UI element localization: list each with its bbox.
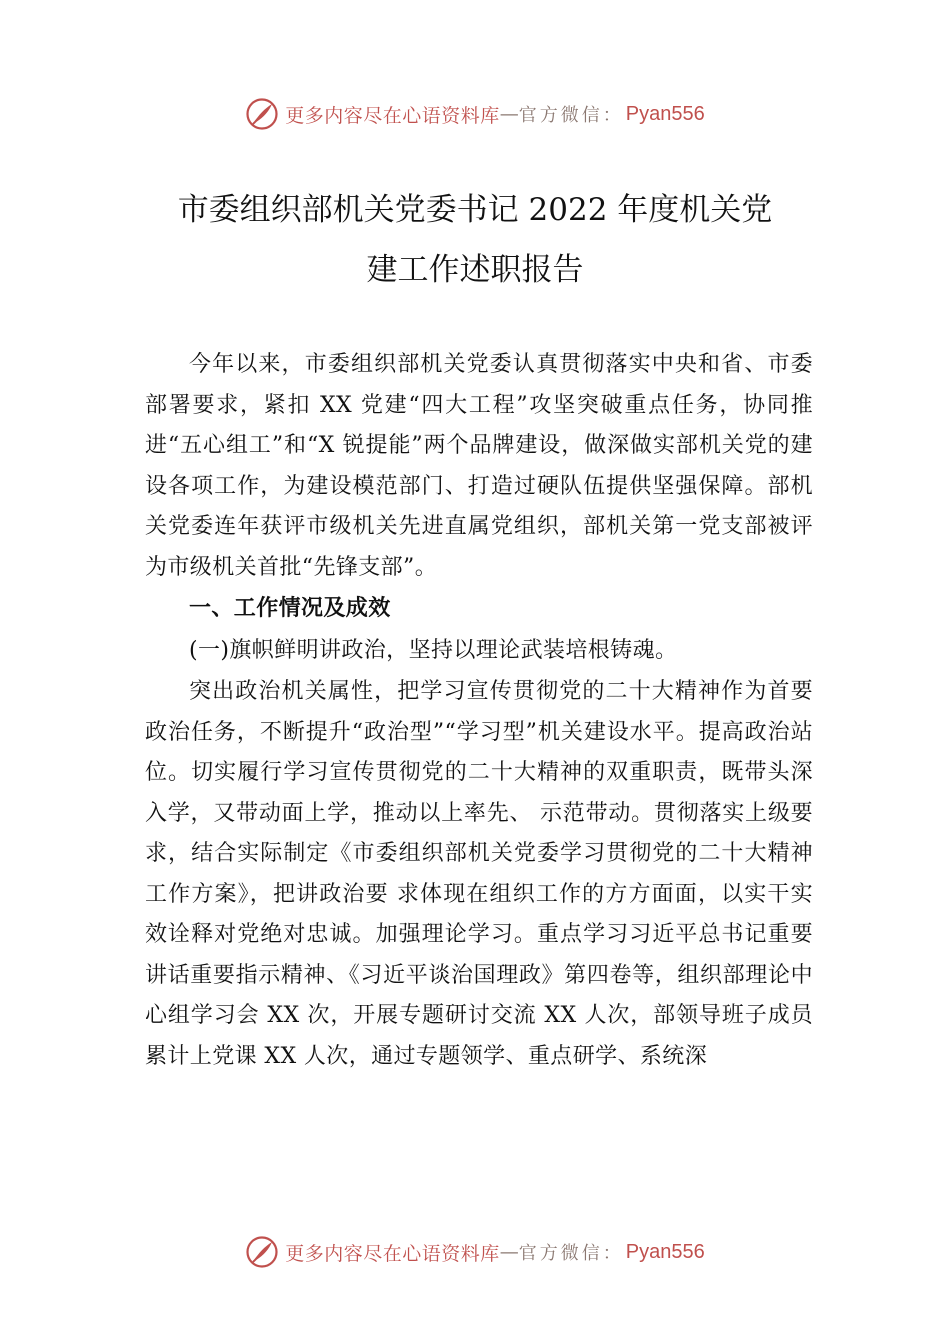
footer-banner <box>0 1232 950 1272</box>
brand-text: 更多内容尽在心语资料库 <box>285 1242 500 1265</box>
subsection-heading: (一)旗帜鲜明讲政治，坚持以理论武装培根铸魂。 <box>189 638 678 663</box>
brand-text: 更多内容尽在心语资料库 <box>285 104 500 127</box>
document-body <box>145 345 813 1077</box>
wechat-label: 官方微信： <box>518 1243 624 1264</box>
wechat-id: Pyan556 <box>625 1240 705 1263</box>
section-heading: 一、工作情况及成效 <box>189 596 391 621</box>
wechat-label: 官方微信： <box>518 105 624 126</box>
feather-pen-logo-icon <box>245 1235 279 1269</box>
header-banner <box>0 94 950 134</box>
document-title <box>100 180 850 300</box>
title-line-2: 建工作述职报告 <box>366 252 584 288</box>
feather-pen-logo-icon <box>245 97 279 131</box>
separator: — <box>499 103 519 125</box>
wechat-id: Pyan556 <box>625 102 705 125</box>
intro-paragraph: 今年以来，市委组织部机关党委认真贯彻落实中央和省、市委部署要求，紧扣 XX 党建“四大工程”攻坚突破重点任务，协同推进“五心组工”和“X 锐提能”两个品牌建设，做深做实部机关党的建设各项工作，为建设模范部门、打造过硬队伍提供坚强保障。部机关党委连年获评市级机关先进直属党组织，部机关第一党支部被评为市级机关首批“先锋支部”。 <box>145 352 813 580</box>
title-line-1: 市委组织部机关党委书记 2022 年度机关党 <box>177 192 773 228</box>
body-paragraph: 突出政治机关属性，把学习宣传贯彻党的二十大精神作为首要政治任务，不断提升“政治型”“学习型”机关建设水平。提高政治站位。切实履行学习宣传贯彻党的二十大精神的双重职责，既带头深入学，又带动面上学，推动以上率先、 示范带动。贯彻落实上级要求，结合实际制定《市委组织部机关党委学习贯彻党的二十大精神工作方案》，把讲政治要 求体现在组织工作的方方面面，以实干实效诠释对党绝对忠诚。加强理论学习。重点学习习近平总书记重要讲话重要指示精神、《习近平谈治国理政》第四卷等，组织部理论中心组学习会 XX 次，开展专题研讨交流 XX 人次，部领导班子成员累计上党课 XX 人次，通过专题领学、重点研学、系统深 <box>145 679 813 1069</box>
separator: — <box>499 1241 519 1263</box>
